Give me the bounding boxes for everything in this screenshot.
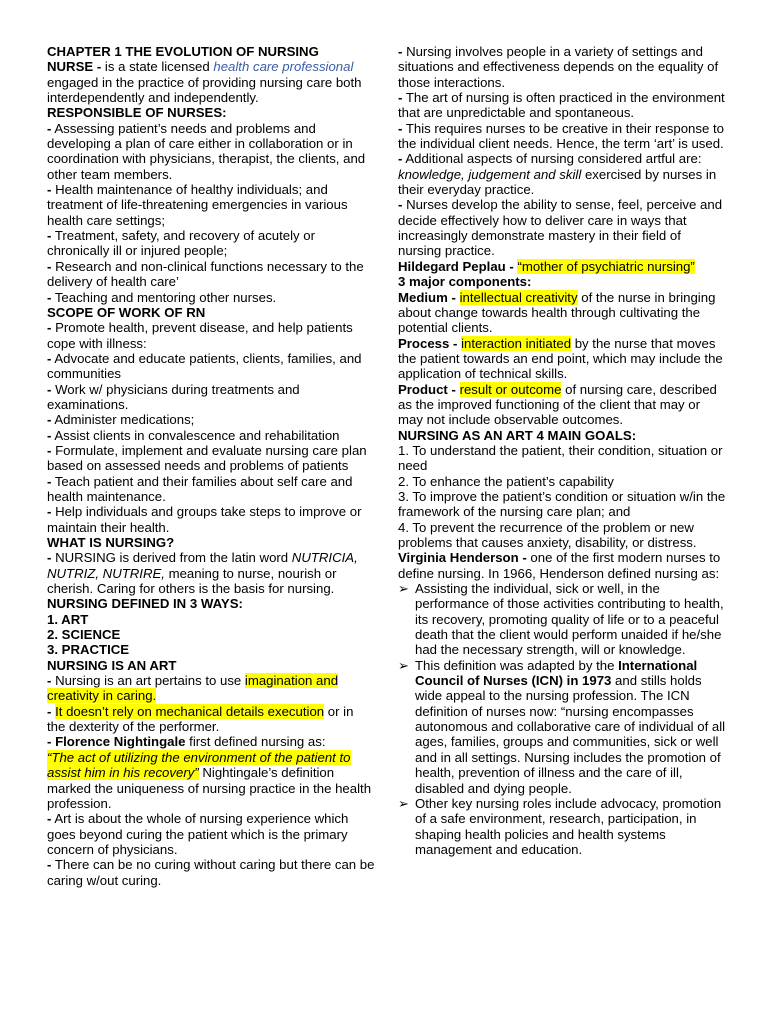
art-item [47,704,375,735]
nightingale-name: Florence Nightingale [55,734,186,750]
medium-item [398,290,726,336]
medium-text: of the nurse in bringing about change towards health through cultivating the potential clients. [398,289,716,336]
goal-item: 1. To understand the patient, their condition, situation or need [398,442,723,474]
art-heading [47,658,375,673]
process-item [398,336,726,382]
highlight-product: result or outcome [459,381,562,397]
what-def-a: NURSING is derived from the latin word [51,550,292,566]
art-heading-text: NURSING IS AN ART [47,657,177,673]
way-item [47,642,375,657]
what-definition [47,550,375,596]
what-def-b: meaning to nurse, nourish or cherish. Caring for others is the basis for nursing. [47,565,337,597]
dash: - [398,120,403,136]
goals-heading [398,428,726,443]
bullet-text-a: This definition was adapted by the [415,657,619,673]
bullet-item [398,796,726,857]
dash: - [47,673,52,689]
scope-item-text: Help individuals and groups take steps to improve or maintain their health. [47,504,362,535]
artful-text-b: exercised by nurses in their everyday practice. [398,166,717,198]
art-item-text: Nursing is an art pertains to use [51,673,245,689]
scope-item-text: Assist clients in convalescence and rehabilitation [51,427,340,443]
art-item-text: or in the dexterity of the performer. [47,703,354,735]
bullet-text-b: and stills holds wide appeal to the nursing profession. The ICN definition of nurses now: “nursing encompasses autonomous and collaborative care of individual of all ages, families, groups and communities, sick or well and in all settings. Nursing includes the promotion of health, prevention of illness and the care of ill, disabled and dying people. [415,673,726,796]
components-heading-text: 3 major components: [398,274,532,290]
responsible-item-text: Treatment, safety, and recovery of acutely or chronically ill or injured people; [47,228,316,259]
right-column [398,44,726,857]
scope-item [47,412,375,427]
medium-term: Medium - [398,289,456,305]
way-item [47,627,375,642]
dash: - [47,473,52,489]
nurse-term: NURSE - [47,59,102,75]
dash: - [47,703,52,719]
what-heading-text: WHAT IS NURSING? [47,535,175,550]
art-item [47,811,375,857]
artful-italic: knowledge, judgement and skill [398,166,582,182]
process-text: by the nurse that moves the patient towards an end point, which may include the application of technical skills. [398,335,723,382]
artful-item [398,151,726,197]
scope-item-text: Work w/ physicians during treatments and examinations. [47,381,300,412]
art-item [47,857,375,888]
dash: - [47,734,52,750]
responsible-item [47,121,375,182]
dash: - [47,811,52,827]
art-item [47,673,375,704]
dash: - [47,258,52,274]
bullet-text: Other key nursing roles include advocacy, promotion of a safe environment, research, participation, in shaping health policies and health systems management and education. [415,795,722,857]
scope-heading [47,305,375,320]
scope-item [47,474,375,505]
responsible-heading [47,105,375,120]
arrow-bullet-icon: ➢ [398,657,410,673]
arrow-bullet-icon: ➢ [398,795,410,811]
dash: - [47,120,52,136]
dash: - [47,442,52,458]
scope-item [47,351,375,382]
scope-item-text: Administer medications; [51,412,195,428]
bullet-item [398,581,726,658]
left-column [47,44,375,888]
nightingale-text: first defined nursing as: [185,734,326,750]
henderson-text: one of the first modern nurses to define nursing. In 1966, Henderson defined nursing as: [398,550,721,581]
scope-item [47,428,375,443]
art-item-text: This requires nurses to be creative in their response to the individual client needs. Hence, the term ‘art’ is used. [398,120,724,152]
dash: - [398,197,403,213]
highlight-peplau: “mother of psychiatric nursing” [517,258,695,274]
goal-item: 4. To prevent the recurrence of the problem or new problems that causes anxiety, disability, or distress. [398,519,697,550]
art-item-text: The art of nursing is often practiced in the environment that are unpredictable and spontaneous. [398,90,725,121]
scope-item [47,382,375,413]
scope-item [47,443,375,474]
defined-heading-text: NURSING DEFINED IN 3 WAYS: [47,596,243,612]
process-term: Process - [398,335,458,351]
responsible-item-text: Teaching and mentoring other nurses. [51,289,277,305]
nurse-def-b: engaged in the practice of providing nursing care both interdependently and independently. [47,74,362,106]
responsible-item-text: Assessing patient’s needs and problems and developing a plan of care either in collaboration or in coordination with physicians, therapist, the clients, and other team members. [47,120,366,182]
highlight-process: interaction initiated [461,335,572,351]
goal-item: 2. To enhance the patient’s capability [398,473,614,489]
dash: - [47,289,52,305]
nurse-definition [47,59,375,105]
product-term: Product - [398,381,456,397]
art-item-text: Art is about the whole of nursing experience which goes beyond curing the patient which is the primary concern of physicians. [47,811,349,857]
chapter-title [47,44,375,59]
artful-text-a: Additional aspects of nursing considered artful are: [402,151,702,167]
responsible-item [47,259,375,290]
scope-item [47,504,375,535]
henderson-line [398,550,726,581]
arrow-bullet-icon: ➢ [398,581,410,597]
health-care-professional-link[interactable]: health care professional [213,59,354,75]
way-item [47,612,375,627]
nurse-def-a: is a state licensed [101,59,214,75]
responsible-item [47,290,375,305]
art-item [398,90,726,121]
product-item [398,382,726,428]
scope-item [47,320,375,351]
scope-item-text: Teach patient and their families about self care and health maintenance. [47,473,353,504]
goals-heading-text: NURSING AS AN ART 4 MAIN GOALS: [398,427,637,443]
way-item-text: 1. ART [47,611,89,627]
highlight-medium: intellectual creativity [459,289,578,305]
dash: - [398,151,403,167]
art-item [398,197,726,258]
peplau-name: Hildegard Peplau - [398,258,514,274]
nightingale-item [47,734,375,811]
icn-bold: International Council of Nurses (ICN) in 1973 [415,657,698,689]
way-item-text: 2. SCIENCE [47,627,121,643]
dash: - [47,381,52,397]
art-item-text: Nurses develop the ability to sense, feel, perceive and decide effectively how to deliver care in ways that increasingly demonstrate mastery in their field of nursing practice. [398,197,723,259]
dash: - [47,412,52,428]
highlight-imagination: imagination and creativity in caring. [47,673,339,704]
highlight-nightingale-quote: “The act of utilizing the environment of the patient to assist him in his recovery” [47,749,351,781]
scope-item-text: Promote health, prevent disease, and help patients cope with illness: [47,320,353,351]
dash: - [47,504,52,520]
art-item [398,121,726,152]
dash: - [47,427,52,443]
chapter-title-text: CHAPTER 1 THE EVOLUTION OF NURSING [47,44,319,59]
scope-item-text: Advocate and educate patients, clients, families, and communities [47,350,362,382]
dash: - [47,857,52,873]
what-heading [47,535,375,550]
responsible-item [47,182,375,228]
defined-heading [47,596,375,611]
goal-item: 3. To improve the patient’s condition or situation w/in the framework of the nursing care plan; and [398,488,726,520]
way-item-text: 3. PRACTICE [47,642,130,658]
dash: - [47,550,52,566]
dash: - [47,228,52,244]
peplau-line [398,259,726,274]
highlight-mechanical: It doesn’t rely on mechanical details execution [55,703,325,719]
dash: - [47,182,52,198]
components-heading [398,274,726,289]
bullet-text: Assisting the individual, sick or well, in the performance of those activities contributing to health, its recovery, promoting quality of life or to a peaceful death that the client would perform unaided if he/she had the necessary strength, will or knowledge. [415,581,724,658]
scope-item-text: Formulate, implement and evaluate nursing care plan based on assessed needs and problems of patients [47,442,367,474]
responsible-item-text: Research and non-clinical functions necessary to the delivery of health care’ [47,258,364,290]
bullet-item [398,658,726,796]
responsible-item [47,228,375,259]
dash: - [398,90,403,106]
dash: - [47,320,52,336]
product-text: of nursing care, described as the improved functioning of the client that may or may not include observable outcomes. [398,381,717,428]
art-item [398,44,726,90]
dash: - [47,350,52,366]
nightingale-text-b: Nightingale’s definition marked the uniqueness of nursing practice in the health profession. [47,765,372,811]
dash: - [398,44,403,59]
scope-heading-text: SCOPE OF WORK OF RN [47,304,206,320]
responsible-heading-text: RESPONSIBLE OF NURSES: [47,105,227,121]
latin-words: NUTRICIA, NUTRIZ, NUTRIRE, [47,550,358,581]
henderson-name: Virginia Henderson - [398,550,527,566]
art-item-text: Nursing involves people in a variety of settings and situations and effectiveness depends on the equality of those interactions. [398,44,719,90]
responsible-item-text: Health maintenance of healthy individuals; and treatment of life-threatening emergencies in various health care settings; [47,182,348,228]
art-item-text: There can be no curing without caring but there can be caring w/out curing. [47,857,375,888]
